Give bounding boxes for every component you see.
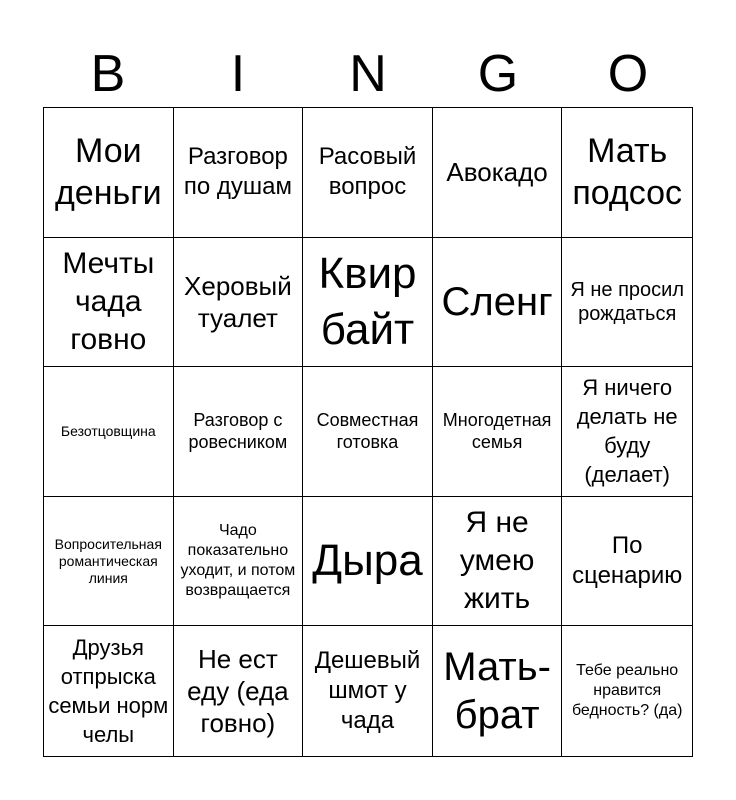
bingo-cell[interactable]: [174, 367, 304, 497]
cell-label: По сценарию: [572, 532, 683, 590]
bingo-cell[interactable]: [562, 108, 692, 238]
bingo-cell[interactable]: [44, 108, 174, 238]
bingo-cell[interactable]: [44, 367, 174, 497]
cell-label: Тебе реально нравится бедность? (да): [571, 662, 683, 720]
bingo-header: [43, 40, 693, 108]
cell-label: Мать подсос: [572, 132, 683, 213]
header-letter-b: B: [90, 45, 126, 103]
cell-label: Я не умею жить: [459, 506, 535, 616]
cell-label: Авокадо: [446, 157, 548, 188]
bingo-cell[interactable]: [303, 367, 433, 497]
bingo-cell[interactable]: [44, 497, 174, 627]
bingo-cell[interactable]: [303, 497, 433, 627]
cell-label: Совместная готовка: [316, 410, 419, 453]
bingo-cell[interactable]: [174, 497, 304, 627]
cell-label: Мои деньги: [54, 132, 162, 213]
bingo-cell[interactable]: [174, 626, 304, 756]
header-letter-g: G: [477, 45, 519, 103]
cell-label: Вопросительная романтическая линия: [54, 535, 162, 586]
bingo-cell[interactable]: [562, 238, 692, 368]
cell-label: Друзья отпрыска семьи норм челы: [48, 635, 169, 748]
cell-label: Разговор по душам: [183, 143, 292, 201]
cell-label: Дешевый шмот у чада: [314, 647, 421, 735]
bingo-cell[interactable]: [44, 238, 174, 368]
bingo-cell[interactable]: [303, 108, 433, 238]
cell-label: Многодетная семья: [442, 410, 552, 453]
bingo-cell[interactable]: [433, 238, 563, 368]
cell-label: Я ничего делать не буду (делает): [576, 375, 678, 488]
bingo-board: [43, 107, 693, 757]
cell-label: Я не просил рождаться: [570, 278, 685, 325]
bingo-cell[interactable]: [303, 238, 433, 368]
cell-label: Не ест еду (еда говно): [187, 644, 289, 739]
bingo-cell[interactable]: [433, 367, 563, 497]
bingo-cell[interactable]: [433, 108, 563, 238]
bingo-cell[interactable]: [433, 497, 563, 627]
header-letter-o: O: [607, 45, 649, 103]
bingo-cell[interactable]: [562, 497, 692, 627]
header-letter-n: N: [349, 45, 387, 103]
cell-label: Чадо показательно уходит, и потом возвращается: [180, 522, 296, 600]
bingo-cell[interactable]: [562, 367, 692, 497]
cell-label: Мать-брат: [443, 645, 551, 738]
cell-label: Херовый туалет: [184, 270, 292, 333]
cell-label: Квир байт: [318, 248, 417, 354]
bingo-cell[interactable]: [433, 626, 563, 756]
cell-label: Мечты чада говно: [62, 246, 155, 356]
cell-label: Разговор с ровесником: [188, 410, 288, 453]
cell-label: Сленг: [441, 279, 553, 324]
cell-label: Безотцовщина: [60, 422, 156, 439]
bingo-cell[interactable]: [174, 108, 304, 238]
bingo-cell[interactable]: [562, 626, 692, 756]
bingo-cell[interactable]: [303, 626, 433, 756]
cell-label: Расовый вопрос: [318, 143, 417, 201]
cell-label: Дыра: [312, 536, 423, 586]
bingo-cell[interactable]: [44, 626, 174, 756]
header-letter-i: I: [230, 45, 246, 103]
bingo-cell[interactable]: [174, 238, 304, 368]
